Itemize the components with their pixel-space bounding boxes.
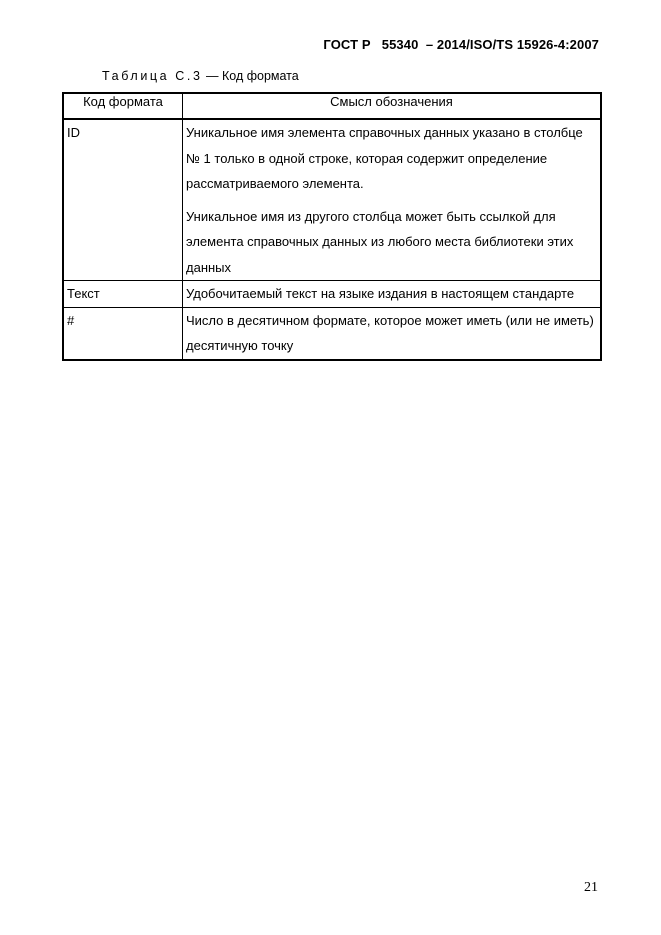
page-number: 21	[584, 880, 598, 895]
format-code-cell: #	[63, 307, 183, 360]
column-header-meaning: Смысл обозначения	[183, 93, 602, 119]
format-meaning-cell	[183, 281, 602, 308]
format-meaning-cell	[183, 119, 602, 281]
format-code-table	[62, 92, 602, 361]
format-meaning-cell	[183, 307, 602, 360]
meaning-paragraph: Число в десятичном формате, которое может иметь (или не иметь) десятичную точку	[186, 312, 594, 353]
table-caption	[102, 69, 299, 83]
table-caption-title: Код формата	[222, 69, 299, 83]
table-header-row	[63, 93, 601, 119]
meaning-paragraph: Удобочитаемый текст на языке издания в настоящем стандарте	[186, 286, 575, 301]
meaning-paragraph: Уникальное имя из другого столбца может быть ссылкой для элемента справочных данных из любого места библиотеки этих данных	[186, 208, 574, 275]
table-row	[63, 307, 601, 360]
table-caption-label: Таблица С.3	[102, 69, 203, 83]
document-header: ГОСТ Р 55340 – 2014/ISO/TS 15926-4:2007	[323, 37, 599, 52]
format-code-cell: ID	[63, 119, 183, 281]
table-row	[63, 119, 601, 281]
meaning-paragraph: Уникальное имя элемента справочных данных указано в столбце № 1 только в одной строке, которая содержит определение рассматриваемого элемента.	[186, 125, 583, 191]
table-caption-dash: —	[202, 69, 222, 83]
format-code-cell: Текст	[63, 281, 183, 308]
column-header-code: Код формата	[63, 93, 183, 119]
table-row	[63, 281, 601, 308]
